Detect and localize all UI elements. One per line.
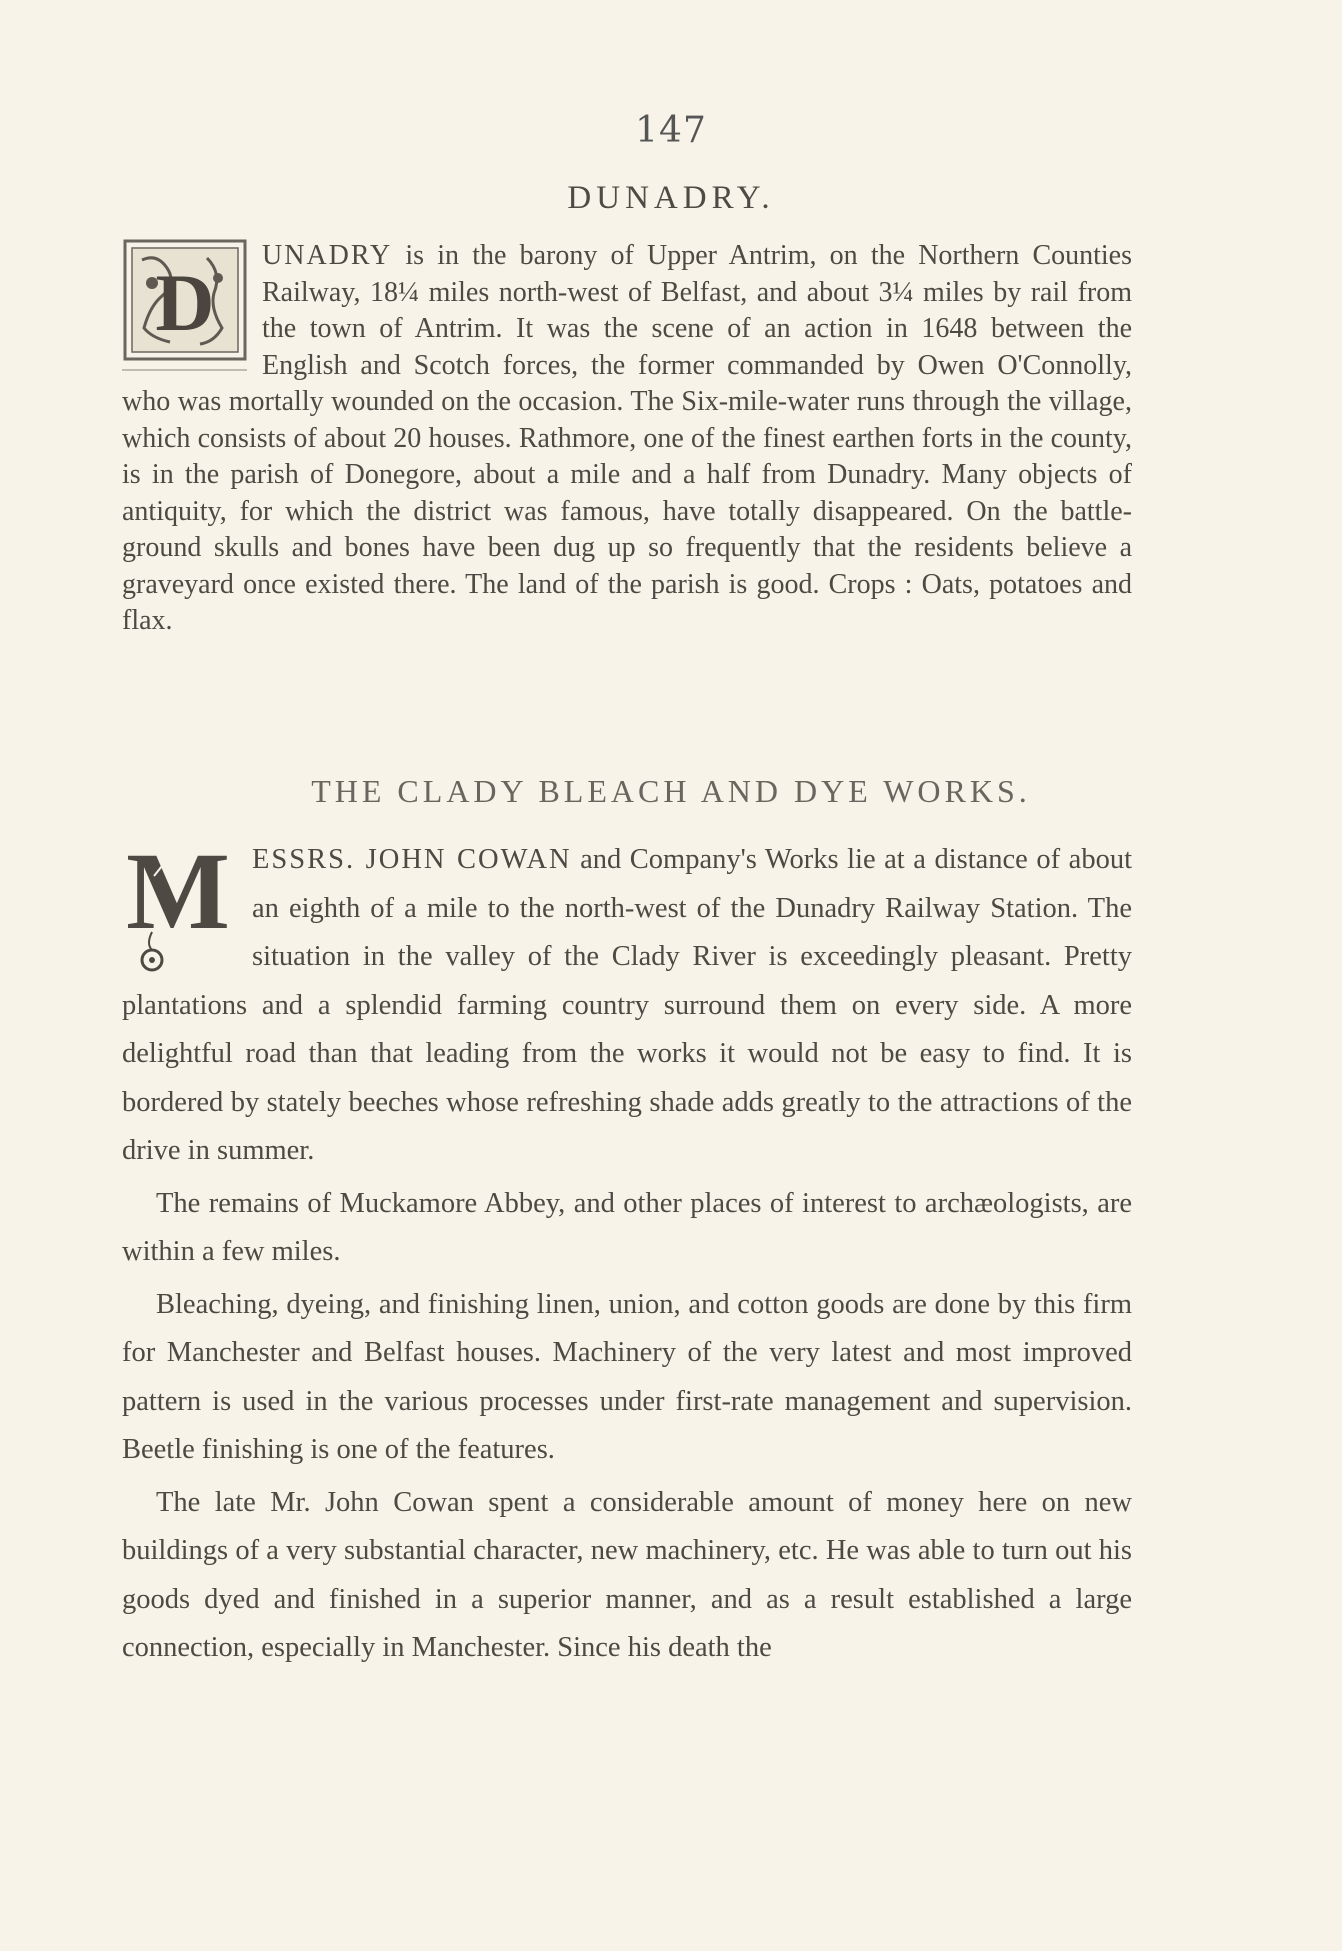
section-lead-caps: UNADRY: [262, 240, 393, 271]
section-dunadry: [122, 238, 1132, 640]
svg-text:M: M: [126, 836, 230, 952]
section-heading-dunadry: DUNADRY.: [567, 180, 775, 216]
section-paragraph-2: The remains of Muckamore Abbey, and other places of interest to archæologists, are within a few miles.: [122, 1187, 1132, 1267]
section-paragraph-4: The late Mr. John Cowan spent a considerable amount of money here on new buildings of a very substantial character, new machinery, etc. He was able to turn out his goods dyed and finished in a superior manner, and as a result established a large connection, especially in Manchester. Since his death the: [122, 1486, 1132, 1663]
decorative-initial-d: [122, 238, 252, 376]
section-paragraph-3: Bleaching, dyeing, and finishing linen, union, and cotton goods are done by this firm for Manchester and Belfast houses. Machinery of the very latest and most improved pattern is used in the various processes under first-rate management and supervision. Beetle finishing is one of the features.: [122, 1288, 1132, 1465]
section-heading-clady-works: THE CLADY BLEACH AND DYE WORKS.: [311, 773, 1031, 809]
section-paragraph-1: and Company's Works lie at a distance of about an eighth of a mile to the north-west of the Dunadry Railway Station. The situation in the valley of the Clady River is exceedingly pleasant. Pretty plantations and a splendid farming country surround them on every side. A more delightful road than that leading from the works it would not be easy to find. It is bordered by stately beeches whose refreshing shade adds greatly to the attractions of the drive in summer.: [122, 844, 1132, 1166]
page-number: 147: [635, 110, 707, 151]
section-clady-works: [122, 836, 1132, 1673]
section-lead-caps: ESSRS. JOHN COWAN: [252, 844, 572, 875]
section-body-text: is in the barony of Upper Antrim, on the Northern Counties Railway, 18¼ miles north-west of Belfast, and about 3¼ miles by rail from the town of Antrim. It was the scene of an action in 1648 between the English and Scotch forces, the former commanded by Owen O'Connolly, who was mortally wounded on the occasion. The Six-mile-water runs through the village, which consists of about 20 houses. Rathmore, one of the finest earthen forts in the county, is in the parish of Donegore, about a mile and a half from Dunadry. Many objects of antiquity, for which the district was famous, have totally disappeared. On the battle-ground skulls and bones have been dug up so frequently that the residents believe a graveyard once existed there. The land of the parish is good. Crops : Oats, potatoes and flax.: [122, 240, 1132, 636]
decorative-initial-m: [122, 836, 240, 978]
svg-text:D: D: [155, 257, 215, 348]
